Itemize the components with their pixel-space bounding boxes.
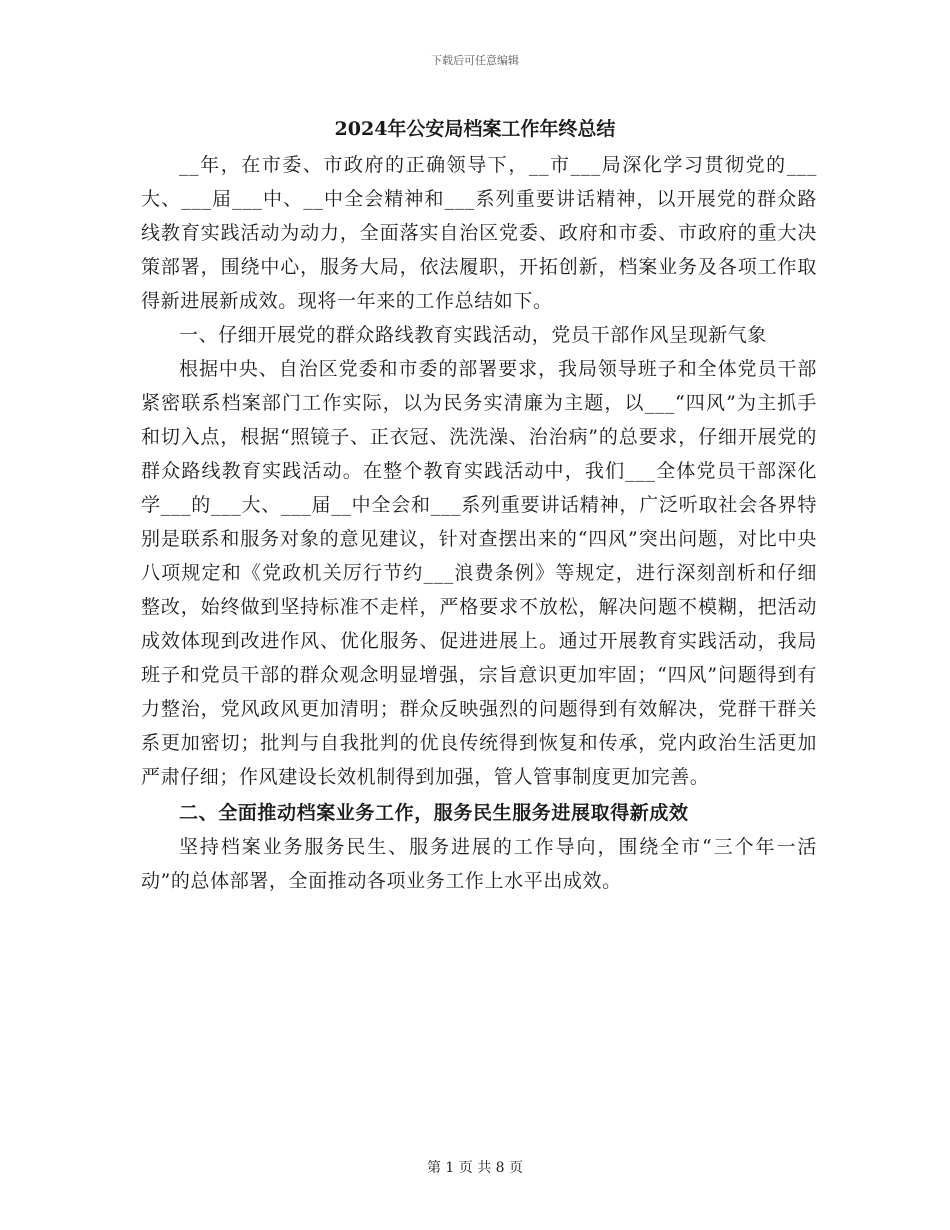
section-heading-2: 二、全面推动档案业务工作，服务民生服务进展取得新成效: [179, 802, 689, 824]
paragraph-section-1: 根据中央、自治区党委和市委的部署要求，我局领导班子和全体党员干部紧密联系档案部门工作实际，以为民务实清廉为主题，以___“四风”为主抓手和切入点，根据“照镜子、正衣冠、洗洗澡、治治病”的总要求，仔细开展党的群众路线教育实践活动。在整个教育实践活动中，我们___全体党员干部深化学___的___大、___届__中全会和___系列重要讲话精神，广泛听取社会各界特别是联系和服务对象的意见建议，针对查摆出来的“四风”突出问题，对比中央八项规定和《党政机关厉行节约___浪费条例》等规定，进行深刻剖析和仔细整改，始终做到坚持标准不走样，严格要求不放松，解决问题不模糊，把活动成效体现到改进作风、优化服务、促进进展上。通过开展教育实践活动，我局班子和党员干部的群众观念明显增强，宗旨意识更加牢固；“四风”问题得到有力整治，党风政风更加清明；群众反映强烈的问题得到有效解决，党群干群关系更加密切；批判与自我批判的优良传统得到恢复和传承，党内政治生活更加严肃仔细；作风建设长效机制得到加强，管人管事制度更加完善。: [141, 358, 817, 788]
document-title: 2024年公安局档案工作年终总结: [334, 118, 616, 140]
header-note: 下载后可任意编辑: [431, 54, 519, 67]
paragraph-section-2: 坚持档案业务服务民生、服务进展的工作导向，围绕全市“三个年一活动”的总体部署，全面推动各项业务工作上水平出成效。: [141, 836, 817, 892]
page-footer: 第 1 页 共 8 页: [426, 1160, 524, 1176]
document-body: [141, 148, 817, 898]
section-heading-1: 一、仔细开展党的群众路线教育实践活动，党员干部作风呈现新气象: [179, 324, 768, 346]
paragraph-intro: __年，在市委、市政府的正确领导下，__市___局深化学习贯彻党的___大、___届___中、__中全会精神和___系列重要讲话精神，以开展党的群众路线教育实践活动为动力，全面落实自治区党委、政府和市委、市政府的重大决策部署，围绕中心，服务大局，依法履职，开拓创新，档案业务及各项工作取得新进展新成效。现将一年来的工作总结如下。: [141, 154, 817, 312]
